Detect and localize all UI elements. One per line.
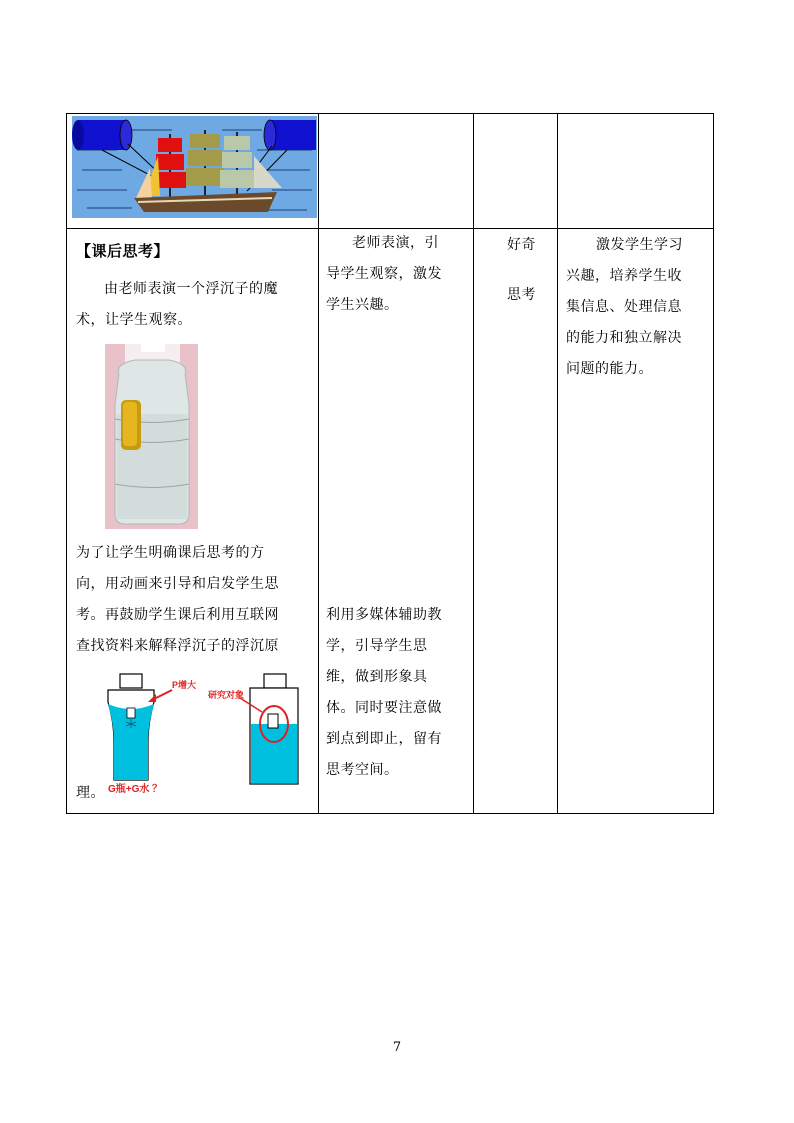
paragraph-line: 考。再鼓励学生课后利用互联网 (76, 607, 279, 623)
paragraph-line: 查找资料来解释浮沉子的浮沉原 (76, 638, 279, 654)
cartesian-diver-photo (105, 344, 198, 529)
formula-label: G瓶+G水 ？ (108, 784, 163, 795)
ship-illustration (72, 116, 317, 218)
intent-line: 的能力和独立解决 (566, 330, 682, 346)
table-divider-1 (318, 113, 319, 814)
teacher-line: 学，引导学生思 (326, 638, 428, 654)
teacher-line: 维，做到形象具 (326, 669, 428, 685)
teacher-line: 到点到即止，留有 (326, 731, 442, 747)
intent-line: 集信息、处理信息 (566, 299, 682, 315)
pressure-label: P增大 (172, 680, 197, 690)
section-heading: 【课后思考】 (76, 242, 170, 260)
paragraph-line: 向，用动画来引导和启发学生思 (76, 576, 279, 592)
table-row-divider-left (66, 228, 318, 229)
table-border-right (713, 113, 714, 814)
student-activity: 思考 (507, 287, 536, 303)
paragraph-line: 由老师表演一个浮沉子的魔 (104, 281, 278, 297)
table-divider-2 (473, 113, 474, 814)
table-divider-3 (557, 113, 558, 814)
teacher-line: 利用多媒体辅助教 (326, 607, 442, 623)
object-label: 研究对象 (208, 690, 245, 700)
paragraph-line: 为了让学生明确课后思考的方 (76, 545, 265, 561)
teacher-line: 体。同时要注意做 (326, 700, 442, 716)
page-number: 7 (392, 1040, 402, 1055)
student-activity: 好奇 (507, 237, 536, 253)
paragraph-line: 术，让学生观察。 (76, 312, 192, 328)
intent-line: 问题的能力。 (566, 361, 653, 377)
intent-line: 兴趣，培养学生收 (566, 268, 682, 284)
teacher-line: 老师表演，引 (352, 235, 439, 251)
intent-line: 激发学生学习 (596, 237, 683, 253)
teacher-line: 学生兴趣。 (326, 297, 399, 313)
paragraph-line: 理。 (76, 785, 105, 801)
table-border-left (66, 113, 67, 814)
teacher-line: 导学生观察，激发 (326, 266, 442, 282)
pressure-diagram (100, 672, 312, 798)
teacher-line: 思考空间。 (326, 762, 399, 778)
